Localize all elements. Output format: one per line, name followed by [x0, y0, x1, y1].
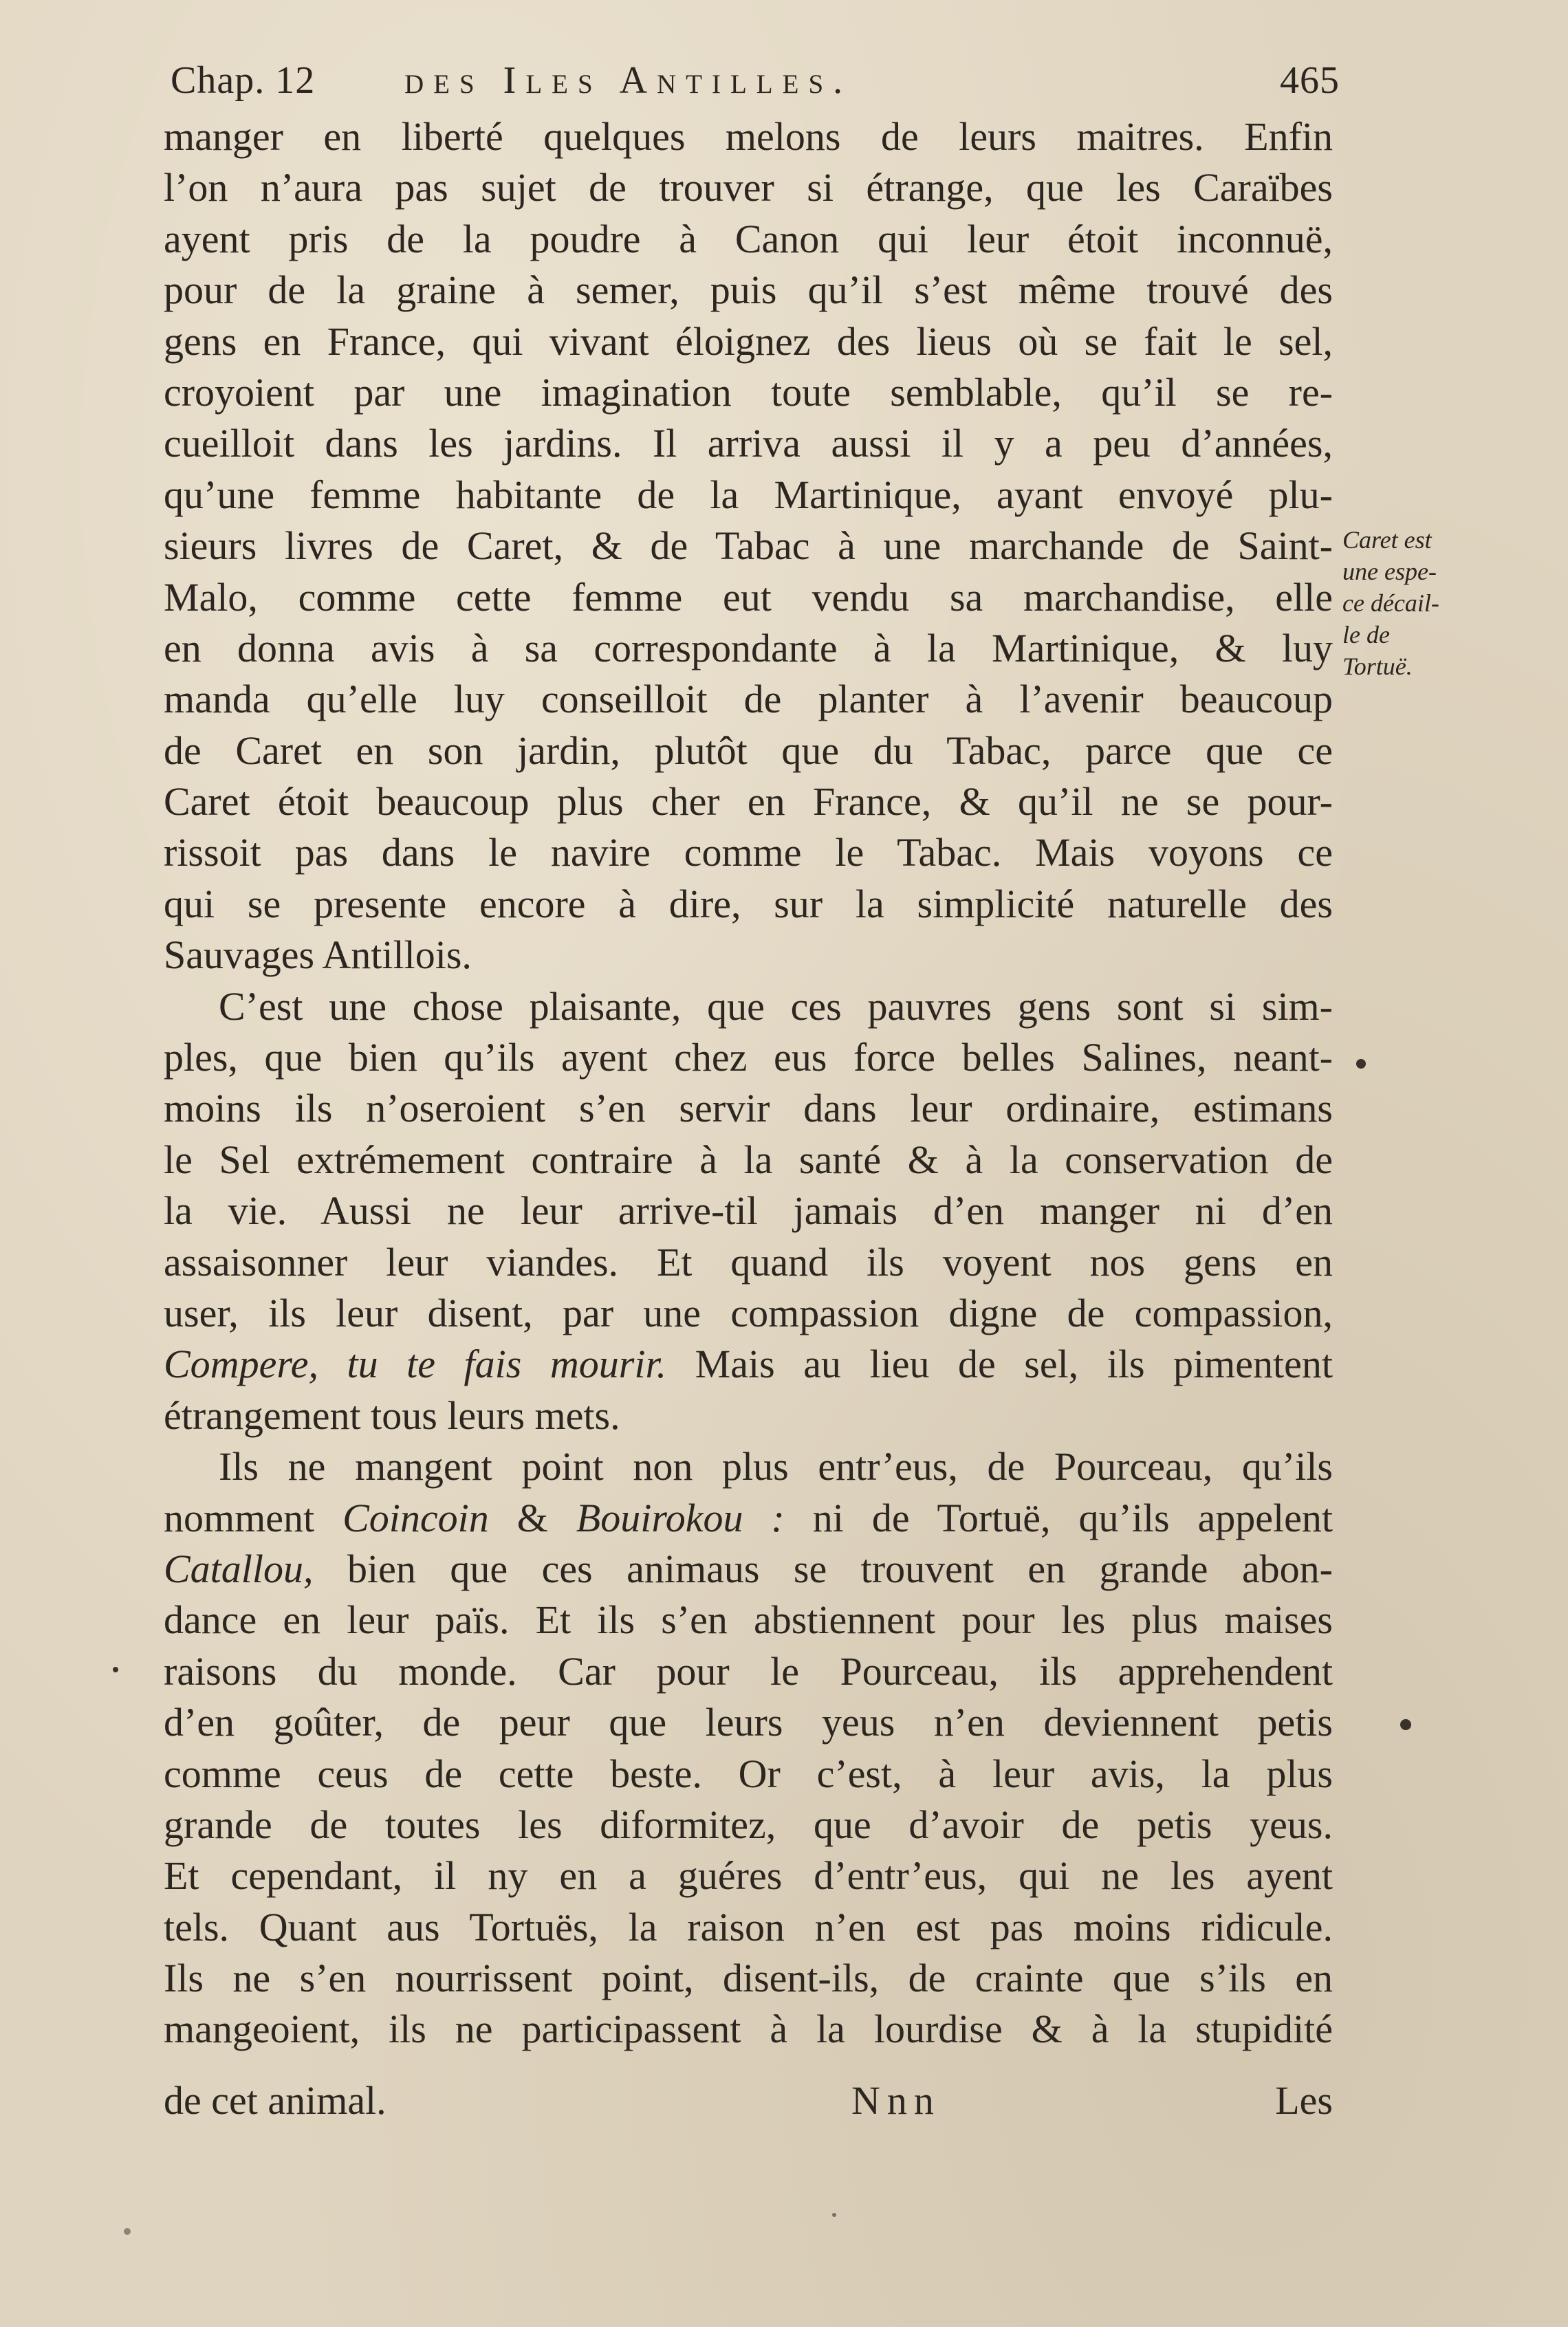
text-line — [164, 1544, 1333, 1595]
running-head — [171, 50, 1340, 111]
catchword: Les — [1275, 2078, 1333, 2123]
text-line: mangeoient, ils ne participassent à la lourdise & à la stupidité — [164, 2007, 1333, 2052]
text-line: Caret étoit beaucoup plus cher en France, & qu’il ne se pour- — [164, 779, 1333, 824]
text-line: qui se presente encore à dire, sur la simplicité naturelle des — [164, 881, 1333, 926]
text-fragment: & — [516, 1495, 548, 1540]
text-line: étrangement tous leurs mets. — [164, 1392, 620, 1438]
text-line: Sauvages Antillois. — [164, 932, 472, 978]
text-line: comme ceus de cette beste. Or c’est, à leur avis, la plus — [164, 1751, 1333, 1796]
italic-term: Coincoin — [342, 1495, 489, 1540]
text-fragment: nomment — [164, 1495, 315, 1540]
paragraph-start: C’est une chose plaisante, que ces pauvres gens sont si sim- — [219, 983, 1333, 1029]
italic-term: Bouirokou : — [576, 1495, 785, 1540]
text-fragment: bien que ces animaus se trouvent en grande abon- — [347, 1546, 1333, 1591]
text-line — [164, 1493, 1333, 1544]
text-line: croyoient par une imagination toute semblable, qu’il se re- — [164, 369, 1333, 415]
text-line: la vie. Aussi ne leur arrive-til jamais d’en manger ni d’en — [164, 1188, 1333, 1234]
text-line: pour de la graine à semer, puis qu’il s’est même trouvé des — [164, 267, 1333, 313]
text-line: manda qu’elle luy conseilloit de planter à l’avenir beaucoup — [164, 677, 1333, 722]
margin-note-line: une espe- — [1342, 558, 1437, 585]
text-line — [164, 1339, 1333, 1390]
text-line: sieurs livres de Caret, & de Tabac à une marchande de Saint- — [164, 523, 1333, 569]
text-line: Ils ne s’en nourrissent point, disent-ils, de crainte que s’ils en — [164, 1956, 1333, 2001]
running-title: des Iles Antilles. — [404, 59, 853, 102]
margin-note-line: ce décail- — [1342, 589, 1439, 617]
text-line: le Sel extrémement contraire à la santé & à la conservation de — [164, 1137, 1333, 1182]
italic-term: Catallou, — [164, 1546, 314, 1591]
chapter-label: Chap. 12 — [171, 59, 316, 102]
text-line: en donna avis à sa correspondante à la Martinique, & luy — [164, 625, 1333, 670]
signature-mark: Nnn — [851, 2078, 941, 2123]
text-line: Malo, comme cette femme eut vendu sa marchandise, elle — [164, 574, 1333, 620]
italic-quote: Compere, tu te fais mourir. — [164, 1342, 667, 1387]
text-line: raisons du monde. Car pour le Pourceau, ils apprehendent — [164, 1648, 1333, 1694]
body-text — [164, 111, 1333, 2055]
page-number: 465 — [1280, 59, 1340, 102]
text-line: tels. Quant aus Tortuës, la raison n’en est pas moins ridicule. — [164, 1904, 1333, 1949]
margin-note — [1342, 524, 1480, 682]
text-line: manger en liberté quelques melons de leurs maitres. Enfin — [164, 114, 1333, 159]
paragraph-start: Ils ne mangent point non plus entr’eus, de Pourceau, qu’ils — [219, 1444, 1333, 1489]
text-line: assaisonner leur viandes. Et quand ils voyent nos gens en — [164, 1239, 1333, 1285]
ink-speck — [1400, 1719, 1411, 1730]
margin-note-line: Caret est — [1342, 526, 1432, 554]
text-line: cueilloit dans les jardins. Il arriva aussi il y a peu d’années, — [164, 421, 1333, 466]
text-line: ayent pris de la poudre à Canon qui leur étoit inconnuë, — [164, 216, 1333, 261]
final-line — [164, 2075, 1333, 2126]
text-fragment: Mais au lieu de sel, ils pimentent — [695, 1342, 1333, 1387]
text-line: de Caret en son jardin, plutôt que du Tabac, parce que ce — [164, 728, 1333, 773]
text-line: dance en leur païs. Et ils s’en abstiennent pour les plus maises — [164, 1597, 1333, 1643]
text-line: ples, que bien qu’ils ayent chez eus force belles Salines, neant- — [164, 1035, 1333, 1080]
margin-note-line: Tortuë. — [1342, 653, 1413, 680]
text-line: l’on n’aura pas sujet de trouver si étrange, que les Caraïbes — [164, 165, 1333, 210]
text-line: Et cependant, il ny en a guéres d’entr’eus, qui ne les ayent — [164, 1853, 1333, 1899]
text-line: de cet animal. — [164, 2078, 386, 2123]
text-line: grande de toutes les diformitez, que d’avoir de petis yeus. — [164, 1802, 1333, 1847]
text-line: qu’une femme habitante de la Martinique, ayant envoyé plu- — [164, 472, 1333, 517]
ink-speck — [832, 2213, 836, 2217]
text-line: moins ils n’oseroient s’en servir dans leur ordinaire, estimans — [164, 1086, 1333, 1131]
text-line: gens en France, qui vivant éloignez des lieus où se fait le sel, — [164, 318, 1333, 364]
text-line: user, ils leur disent, par une compassion digne de compassion, — [164, 1290, 1333, 1335]
ink-speck — [124, 2228, 131, 2235]
text-line: rissoit pas dans le navire comme le Tabac. Mais voyons ce — [164, 830, 1333, 875]
ink-speck — [1356, 1059, 1366, 1069]
margin-note-line: le de — [1342, 621, 1390, 648]
ink-speck — [113, 1667, 118, 1672]
text-line: d’en goûter, de peur que leurs yeus n’en deviennent petis — [164, 1700, 1333, 1745]
text-fragment: ni de Tortuë, qu’ils appelent — [812, 1495, 1333, 1540]
